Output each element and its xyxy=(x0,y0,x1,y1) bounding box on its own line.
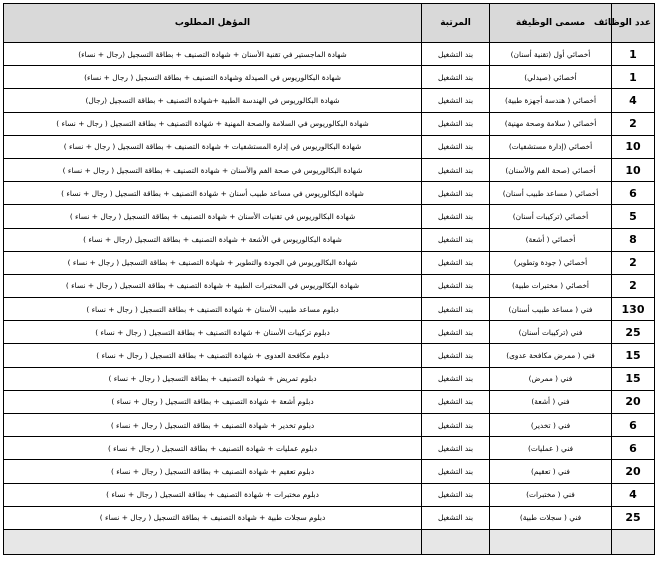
job-count-cell: 2 xyxy=(612,112,655,135)
qualification-cell: شهادة البكالوريوس في إدارة المستشفيات + شهادة التصنيف + بطاقة التسجيل ( رجال + نساء ) xyxy=(4,135,422,158)
table-row xyxy=(4,205,655,228)
empty-cell xyxy=(4,529,422,554)
job-title-cell: فني ( عمليات) xyxy=(490,437,612,460)
job-title-cell: فني (تركيبات أسنان) xyxy=(490,321,612,344)
table-row xyxy=(4,414,655,437)
header-qualification: المؤهل المطلوب xyxy=(4,4,422,43)
grade-cell: بند التشغيل xyxy=(422,135,490,158)
job-count-cell: 4 xyxy=(612,89,655,112)
table-row xyxy=(4,43,655,66)
table-row xyxy=(4,89,655,112)
qualification-cell: شهادة البكالوريوس في مساعد طبيب أسنان + شهادة التصنيف + بطاقة التسجيل ( رجال + نساء ) xyxy=(4,182,422,205)
table-empty-row xyxy=(4,529,655,554)
qualification-cell: شهادة البكالوريوس في تقنيات الأسنان + شهادة التصنيف + بطاقة التسجيل ( رجال + نساء ) xyxy=(4,205,422,228)
qualification-cell: دبلوم تعقيم + شهادة التصنيف + بطاقة التسجيل ( رجال + نساء ) xyxy=(4,460,422,483)
empty-cell xyxy=(422,529,490,554)
table-row xyxy=(4,112,655,135)
job-count-cell: 2 xyxy=(612,274,655,297)
empty-cell xyxy=(612,529,655,554)
grade-cell: بند التشغيل xyxy=(422,414,490,437)
job-count-cell: 20 xyxy=(612,460,655,483)
grade-cell: بند التشغيل xyxy=(422,228,490,251)
empty-cell xyxy=(490,529,612,554)
qualification-cell: شهادة الماجستير في تقنية الأسنان + شهادة التصنيف + بطاقة التسجيل (رجال + نساء) xyxy=(4,43,422,66)
header-count: عدد الوظائف xyxy=(612,4,655,43)
job-title-cell: فني ( مساعد طبيب أسنان) xyxy=(490,298,612,321)
qualification-cell: دبلوم عمليات + شهادة التصنيف + بطاقة التسجيل ( رجال + نساء ) xyxy=(4,437,422,460)
job-count-cell: 10 xyxy=(612,158,655,181)
job-title-cell: فني ( مختبرات) xyxy=(490,483,612,506)
qualification-cell: دبلوم مختبرات + شهادة التصنيف + بطاقة التسجيل ( رجال + نساء ) xyxy=(4,483,422,506)
grade-cell: بند التشغيل xyxy=(422,390,490,413)
qualification-cell: شهادة البكالوريوس في السلامة والصحة المهنية + شهادة التصنيف + بطاقة التسجيل ( رجال + نساء ) xyxy=(4,112,422,135)
table-row xyxy=(4,158,655,181)
qualification-cell: شهادة البكالوريوس في الصيدلة وشهادة التصنيف + بطاقة التسجيل ( رجال + نساء) xyxy=(4,66,422,89)
job-count-cell: 15 xyxy=(612,367,655,390)
job-count-cell: 15 xyxy=(612,344,655,367)
job-count-cell: 25 xyxy=(612,506,655,529)
qualification-cell: دبلوم سجلات طبية + شهادة التصنيف + بطاقة التسجيل ( رجال + نساء ) xyxy=(4,506,422,529)
job-count-cell: 130 xyxy=(612,298,655,321)
grade-cell: بند التشغيل xyxy=(422,66,490,89)
grade-cell: بند التشغيل xyxy=(422,112,490,135)
qualification-cell: دبلوم مكافحة العدوى + شهادة التصنيف + بطاقة التسجيل ( رجال + نساء ) xyxy=(4,344,422,367)
job-title-cell: أخصائي (إدارة مستشفيات) xyxy=(490,135,612,158)
qualification-cell: شهادة البكالوريوس في المختبرات الطبية + شهادة التصنيف + بطاقة التسجيل ( رجال + نساء ) xyxy=(4,274,422,297)
grade-cell: بند التشغيل xyxy=(422,344,490,367)
job-title-cell: أخصائي (صيدلي) xyxy=(490,66,612,89)
table-row xyxy=(4,460,655,483)
job-count-cell: 6 xyxy=(612,437,655,460)
grade-cell: بند التشغيل xyxy=(422,321,490,344)
table-row xyxy=(4,274,655,297)
table-row xyxy=(4,506,655,529)
job-title-cell: فني ( ممرض) xyxy=(490,367,612,390)
job-count-cell: 2 xyxy=(612,251,655,274)
qualification-cell: شهادة البكالوريوس في الجودة والتطوير + شهادة التصنيف + بطاقة التسجيل ( رجال + نساء ) xyxy=(4,251,422,274)
jobs-table xyxy=(3,3,655,555)
job-title-cell: أخصائي (صحة الفم والأسنان) xyxy=(490,158,612,181)
table-header-row xyxy=(4,4,655,43)
grade-cell: بند التشغيل xyxy=(422,89,490,112)
header-title: مسمى الوظيفة xyxy=(490,4,612,43)
job-count-cell: 1 xyxy=(612,43,655,66)
grade-cell: بند التشغيل xyxy=(422,367,490,390)
grade-cell: بند التشغيل xyxy=(422,437,490,460)
table-body xyxy=(4,43,655,530)
job-count-cell: 6 xyxy=(612,414,655,437)
job-title-cell: أخصائي ( سلامة وصحة مهنية) xyxy=(490,112,612,135)
table-row xyxy=(4,228,655,251)
qualification-cell: دبلوم أشعة + شهادة التصنيف + بطاقة التسجيل ( رجال + نساء ) xyxy=(4,390,422,413)
table-row xyxy=(4,66,655,89)
job-title-cell: فني ( سجلات طبية) xyxy=(490,506,612,529)
qualification-cell: دبلوم مساعد طبيب الأسنان + شهادة التصنيف + بطاقة التسجيل ( رجال + نساء ) xyxy=(4,298,422,321)
job-count-cell: 1 xyxy=(612,66,655,89)
table-row xyxy=(4,321,655,344)
grade-cell: بند التشغيل xyxy=(422,158,490,181)
job-title-cell: فني ( أشعة) xyxy=(490,390,612,413)
job-title-cell: أخصائي (تركيبات أسنان) xyxy=(490,205,612,228)
table-row xyxy=(4,251,655,274)
job-count-cell: 10 xyxy=(612,135,655,158)
table-row xyxy=(4,135,655,158)
grade-cell: بند التشغيل xyxy=(422,205,490,228)
grade-cell: بند التشغيل xyxy=(422,298,490,321)
job-title-cell: فني ( تخدير) xyxy=(490,414,612,437)
job-title-cell: أخصائي أول (تقنية أسنان) xyxy=(490,43,612,66)
job-title-cell: أخصائي ( هندسة أجهزة طبية) xyxy=(490,89,612,112)
job-title-cell: فني ( ممرض مكافحة عدوى) xyxy=(490,344,612,367)
job-count-cell: 20 xyxy=(612,390,655,413)
table-row xyxy=(4,437,655,460)
job-title-cell: فني ( تعقيم) xyxy=(490,460,612,483)
grade-cell: بند التشغيل xyxy=(422,483,490,506)
grade-cell: بند التشغيل xyxy=(422,506,490,529)
job-count-cell: 25 xyxy=(612,321,655,344)
grade-cell: بند التشغيل xyxy=(422,182,490,205)
job-count-cell: 8 xyxy=(612,228,655,251)
qualification-cell: شهادة البكالوريوس في صحة الفم والأسنان + شهادة التصنيف + بطاقة التسجيل ( رجال + نساء ) xyxy=(4,158,422,181)
qualification-cell: دبلوم تمريض + شهادة التصنيف + بطاقة التسجيل ( رجال + نساء ) xyxy=(4,367,422,390)
job-title-cell: أخصائي ( أشعة) xyxy=(490,228,612,251)
qualification-cell: شهادة البكالوريوس في الأشعة + شهادة التصنيف + بطاقة التسجيل (رجال + نساء ) xyxy=(4,228,422,251)
table-row xyxy=(4,344,655,367)
job-count-cell: 5 xyxy=(612,205,655,228)
table-row xyxy=(4,367,655,390)
grade-cell: بند التشغيل xyxy=(422,43,490,66)
job-count-cell: 6 xyxy=(612,182,655,205)
job-title-cell: أخصائي ( مساعد طبيب أسنان) xyxy=(490,182,612,205)
job-title-cell: أخصائي ( مختبرات طبية) xyxy=(490,274,612,297)
grade-cell: بند التشغيل xyxy=(422,460,490,483)
header-grade: المرتبة xyxy=(422,4,490,43)
grade-cell: بند التشغيل xyxy=(422,251,490,274)
job-title-cell: أخصائي ( جودة وتطوير) xyxy=(490,251,612,274)
table-row xyxy=(4,298,655,321)
table-row xyxy=(4,182,655,205)
qualification-cell: دبلوم تخدير + شهادة التصنيف + بطاقة التسجيل ( رجال + نساء ) xyxy=(4,414,422,437)
grade-cell: بند التشغيل xyxy=(422,274,490,297)
qualification-cell: شهادة البكالوريوس في الهندسة الطبية +شهادة التصنيف + بطاقة التسجيل (رجال) xyxy=(4,89,422,112)
qualification-cell: دبلوم تركيبات الأسنان + شهادة التصنيف + بطاقة التسجيل ( رجال + نساء ) xyxy=(4,321,422,344)
table-row xyxy=(4,390,655,413)
table-row xyxy=(4,483,655,506)
job-count-cell: 4 xyxy=(612,483,655,506)
